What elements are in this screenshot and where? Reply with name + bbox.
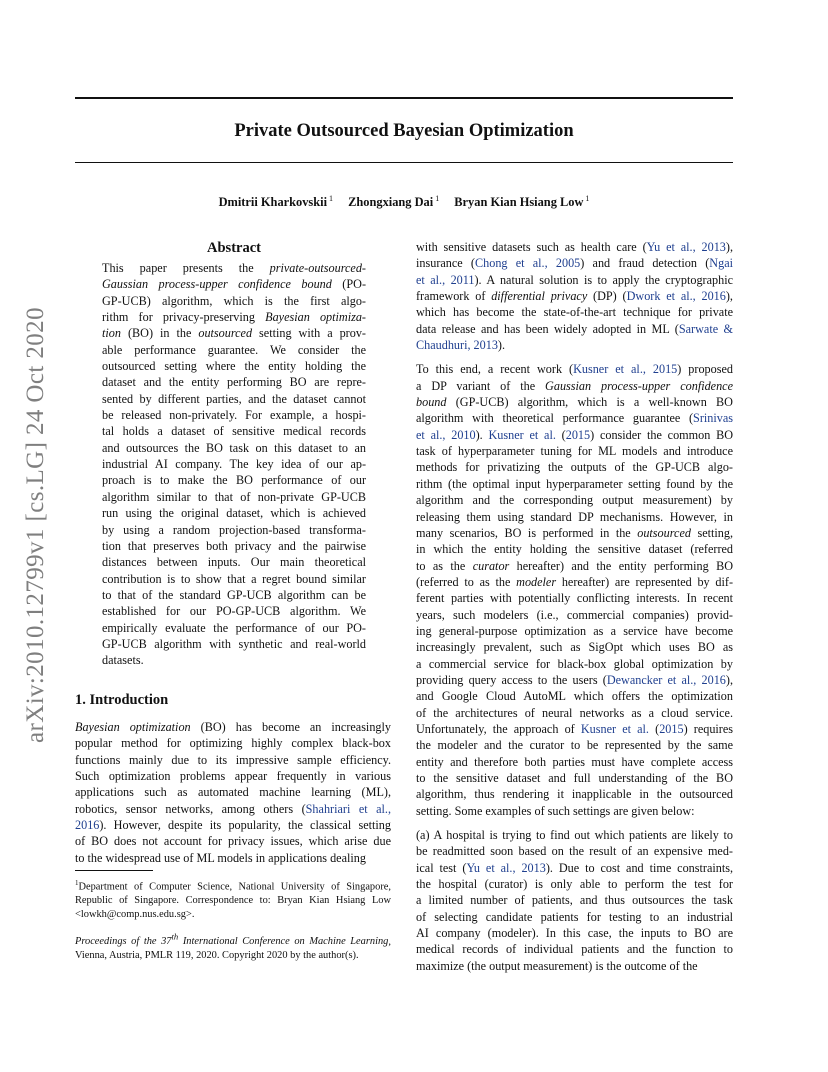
- text-line: algorithm, thus rendering it inapplicable in the outsourced: [416, 787, 733, 802]
- text-line: the modeler and the curator to be represented by the same: [416, 738, 733, 753]
- abstract-section: [102, 238, 366, 669]
- author-name: Dmitrii Kharkovskii: [218, 195, 328, 210]
- text-line: a commercial service for black-box global optimization by: [416, 656, 733, 671]
- text-line: to the widespread use of ML models in applications dealing: [75, 850, 366, 865]
- right-paragraph-3: [416, 827, 733, 974]
- right-column: [416, 239, 733, 974]
- text-line: of the architectures of neural networks as a cloud service.: [416, 705, 733, 720]
- text-line: (referred to as the modeler hereafter) are represented by dif-: [416, 574, 733, 589]
- text-line: ferent parties with potentially conflicting interests. In recent: [416, 591, 733, 606]
- text-line: data release and has been widely adopted in ML (Sarwate &: [416, 321, 734, 336]
- paper-title: Private Outsourced Bayesian Optimization: [234, 121, 574, 141]
- proceedings-note: Proceedings of the 37th International Conference on Machine Learning, Vienna, Austria, PMLR 119, 2020. Copyright 2020 by the author(s).: [75, 932, 391, 962]
- right-paragraph-1: [416, 239, 733, 353]
- text-line: proach is to make the BO performance of our: [102, 473, 366, 488]
- title-rule-top: [75, 97, 733, 99]
- text-line: Unfortunately, the approach of Kusner et al. (2015) requires: [416, 721, 734, 736]
- text-line: outsourced setting where the entity holding the: [102, 359, 366, 374]
- text-line: algorithm and the corresponding output measurement) by: [416, 493, 733, 508]
- text-line: the hospital (curator) is only able to perform the test for: [416, 877, 733, 892]
- author-name: Zhongxiang Dai: [348, 195, 434, 210]
- text-line: industrial AI company. The key idea of our ap-: [102, 457, 366, 472]
- text-line: able performance guarantee. We consider the: [102, 342, 366, 357]
- text-line: Gaussian process-upper confidence bound (PO-: [102, 277, 367, 292]
- text-line: GP-UCB) algorithm, which is the first algo-: [102, 293, 366, 308]
- text-line: functions mainly due to its impressive sample efficiency.: [75, 752, 391, 767]
- text-line: setting. Some examples of such settings are given below:: [416, 803, 695, 818]
- text-line: established for our PO-GP-UCB algorithm. We: [102, 604, 366, 619]
- text-line: be released non-privately. For example, a hospi-: [102, 408, 366, 423]
- text-line: providing query access to the users (Dewancker et al., 2016),: [416, 672, 733, 687]
- text-line: algorithm with theoretical performance guarantee (Srinivas: [416, 411, 733, 426]
- text-line: ing general-purpose optimization as a service have become: [416, 623, 733, 638]
- text-line: distances between inputs. Our main theoretical: [102, 555, 366, 570]
- text-line: 2016). However, despite its popularity, the classical setting: [75, 818, 391, 833]
- abstract-heading: Abstract: [207, 240, 261, 256]
- text-line: sented by different parties, and the dataset cannot: [102, 391, 366, 406]
- text-line: rithm (the optimal input hyperparameter setting found by the: [416, 476, 733, 491]
- text-line: Chaudhuri, 2013).: [416, 338, 506, 353]
- text-line: methods for privatizing the outputs of the GP-UCB algo-: [416, 460, 733, 475]
- text-line: to as the curator hereafter) and the entity performing BO: [416, 558, 733, 573]
- introduction-body: [75, 719, 391, 866]
- title-rule-bottom: [75, 162, 733, 163]
- text-line: robotics, sensor networks, among others (Shahriari et al.,: [75, 801, 391, 816]
- text-line: GP-UCB algorithm with synthetic and real-world: [102, 636, 366, 651]
- abstract-body: [102, 260, 366, 669]
- text-line: insurance (Chong et al., 2005) and fraud detection (Ngai: [416, 256, 733, 271]
- footnote-rule: [75, 870, 153, 871]
- author-name: Bryan Kian Hsiang Low: [454, 195, 584, 210]
- text-line: tion (BO) in the outsourced setting with a prov-: [102, 326, 366, 341]
- text-line: with sensitive datasets such as health care (Yu et al., 2013),: [416, 240, 733, 254]
- text-line: run using the original dataset, which is achieved: [102, 506, 366, 521]
- text-line: years, such modelers (i.e., commercial companies) provid-: [416, 607, 733, 622]
- text-line: rithm for privacy-preserving Bayesian optimiza-: [102, 310, 366, 325]
- text-line: This paper presents the private-outsourced-: [102, 261, 366, 275]
- text-line: To this end, a recent work (Kusner et al., 2015) proposed: [416, 362, 733, 377]
- text-line: bound (GP-UCB) algorithm, which is a well-known BO: [416, 395, 733, 410]
- text-line: a DP variant of the Gaussian process-upper confidence: [416, 378, 734, 393]
- text-line: et al., 2010). Kusner et al. (2015) consider the common BO: [416, 427, 734, 442]
- text-line: Such optimization problems appear frequently in various: [75, 769, 391, 784]
- arxiv-identifier: arXiv:2010.12799v1 [cs.LG] 24 Oct 2020: [22, 307, 49, 743]
- text-line: contribution is to show that a regret bound similar: [102, 571, 366, 586]
- text-line: releasing them using standard DP mechanisms. However, in: [416, 509, 733, 524]
- text-line: et al., 2011). A natural solution is to apply the cryptographic: [416, 272, 733, 287]
- text-line: AI company (modeler). In this case, the inputs to BO are: [416, 926, 733, 941]
- text-line: to the sensitive dataset and full understanding of the BO: [416, 771, 733, 785]
- author-affiliation-mark: 1: [435, 194, 440, 203]
- text-line: entity and therefore both parties must have complete access: [416, 754, 733, 769]
- text-line: increasingly prevalent, such as SigOpt which uses BO as: [416, 640, 733, 655]
- text-line: tal holds a dataset of sensitive medical records: [102, 424, 366, 439]
- text-line: datasets.: [102, 653, 144, 668]
- text-line: dataset and the entity performing BO are repre-: [102, 375, 366, 390]
- text-line: a limited number of patients, and thus outsources the task: [416, 893, 733, 908]
- arxiv-sidebar: [20, 290, 52, 760]
- text-line: task of hyperparameter tuning for ML models and introduce: [416, 444, 733, 459]
- introduction-heading: 1. Introduction: [75, 692, 169, 708]
- text-line: of selecting candidate patients for testing to an industrial: [416, 909, 733, 924]
- text-line: popular method for optimizing highly complex black-box: [75, 736, 391, 751]
- footnote-text: Department of Computer Science, National University of Singapore, Republic of Singapore. Correspondence to: Bryan Kian Hsiang Low <lowkh@comp.nus.edu.sg>.: [75, 881, 391, 921]
- author-affiliation-mark: 1: [585, 194, 590, 203]
- text-line: be readmitted soon based on the result of an expensive med-: [416, 844, 733, 859]
- text-line: and Google Cloud AutoML which offers the optimization: [416, 689, 733, 704]
- text-line: empirically evaluate the performance of our PO-: [102, 620, 366, 635]
- text-line: (a) A hospital is trying to find out which patients are likely to: [416, 828, 733, 843]
- text-line: medical records of individual patients and the function to: [416, 942, 733, 957]
- text-line: Bayesian optimization (BO) has become an increasingly: [75, 720, 391, 734]
- text-line: to that of the standard GP-UCB algorithm can be: [102, 587, 366, 602]
- text-line: tion that preserves both privacy and the pairwise: [102, 538, 366, 553]
- text-line: and outsources the BO task on this dataset to an: [102, 440, 366, 455]
- text-line: which has become the state-of-the-art technique for private: [416, 305, 733, 320]
- footnote-mark: 1: [75, 879, 79, 887]
- introduction-section: [75, 690, 391, 866]
- text-line: many scenarios, BO is performed in the outsourced setting,: [416, 525, 734, 540]
- text-line: applications such as automated machine learning (ML),: [75, 785, 391, 800]
- affiliation-footnote: [75, 876, 391, 922]
- text-line: algorithm similar to that of non-private GP-UCB: [102, 489, 366, 504]
- right-paragraph-2: [416, 361, 733, 819]
- author-affiliation-mark: 1: [329, 194, 334, 203]
- text-line: maximize (the output measurement) is the outcome of the: [416, 958, 698, 973]
- text-line: by using a random projection-based transforma-: [102, 522, 366, 537]
- text-line: framework of differential privacy (DP) (Dwork et al., 2016),: [416, 289, 733, 304]
- text-line: ical test (Yu et al., 2013). Due to cost and time constraints,: [416, 860, 734, 875]
- text-line: of BO does not account for privacy issues, which arise due: [75, 834, 391, 849]
- author-list: [75, 190, 733, 211]
- text-line: in which the entity holding the sensitive dataset (referred: [416, 542, 733, 557]
